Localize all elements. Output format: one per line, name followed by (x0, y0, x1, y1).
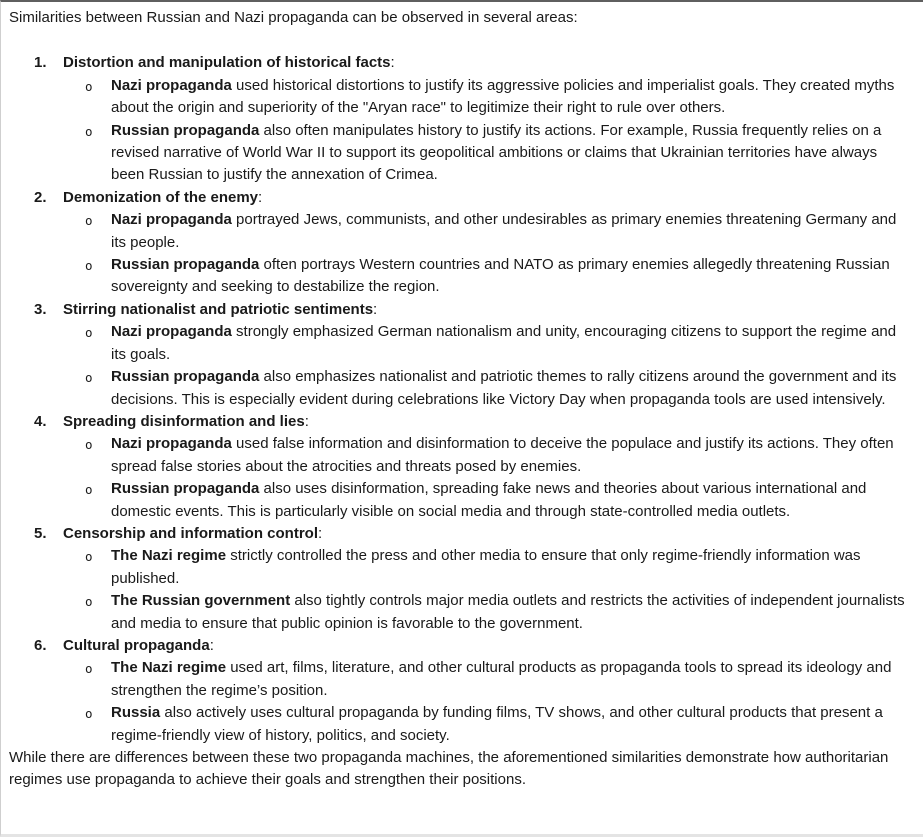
circle-bullet-icon: o (85, 594, 93, 610)
item-heading (9, 299, 907, 321)
item-heading-label: Stirring nationalist and patriotic sentiments: (63, 300, 378, 318)
bullet-bold-lead: The Nazi regime (111, 547, 227, 565)
circle-bullet-icon: o (85, 661, 93, 677)
bullet-bold-lead: Nazi propaganda (111, 76, 232, 94)
item-heading-label: Distortion and manipulation of historical facts: (63, 54, 395, 72)
item-heading (9, 52, 907, 74)
bullet-text: strongly emphasized German nationalism and unity, encouraging citizens to support the regime and its goals. (111, 323, 897, 363)
blank-line (9, 29, 907, 52)
bullet-text: also tightly controls major media outlets and restricts the activities of independent journalists and media to ensure that public opinion is favorable to the government. (111, 592, 905, 632)
sub-bullet (9, 702, 907, 747)
sub-bullet (9, 75, 907, 120)
sub-bullet (9, 433, 907, 478)
list-item (9, 523, 907, 635)
item-heading (9, 523, 907, 545)
circle-bullet-icon: o (85, 213, 93, 229)
item-number: 6. (34, 636, 47, 654)
item-number: 1. (34, 54, 47, 72)
intro-paragraph: Similarities between Russian and Nazi propaganda can be observed in several areas: (9, 9, 578, 26)
bullet-bold-lead: Russia (111, 704, 161, 722)
list-item (9, 52, 907, 186)
list-item (9, 187, 907, 299)
item-heading (9, 187, 907, 209)
circle-bullet-icon: o (85, 549, 93, 565)
item-number: 2. (34, 188, 47, 206)
circle-bullet-icon: o (85, 482, 93, 498)
list-item (9, 299, 907, 411)
circle-bullet-icon: o (85, 370, 93, 386)
item-heading-label: Cultural propaganda: (63, 636, 214, 654)
circle-bullet-icon: o (85, 78, 93, 94)
bullet-text: also actively uses cultural propaganda by funding films, TV shows, and other cultural products that present a regime-friendly view of history, politics, and society. (111, 704, 883, 744)
sub-bullet (9, 209, 907, 254)
bullet-text: also often manipulates history to justify its actions. For example, Russia frequently relies on a revised narrative of World War II to support its geopolitical ambitions or claims that Ukrainian territories have always been Russian to justify the annexation of Crimea. (111, 121, 882, 184)
sub-bullet (9, 254, 907, 299)
bullet-bold-lead: Russian propaganda (111, 368, 260, 386)
sub-bullet (9, 478, 907, 523)
sub-bullet (9, 657, 907, 702)
sub-bullet (9, 120, 907, 187)
item-heading (9, 411, 907, 433)
circle-bullet-icon: o (85, 437, 93, 453)
item-heading-label: Censorship and information control: (63, 524, 323, 542)
item-heading-label: Spreading disinformation and lies: (63, 412, 309, 430)
bullet-bold-lead: Nazi propaganda (111, 435, 232, 453)
bullet-bold-lead: Russian propaganda (111, 256, 260, 274)
bullet-bold-lead: The Nazi regime (111, 659, 227, 677)
bullet-bold-lead: Nazi propaganda (111, 211, 232, 229)
item-heading-label: Demonization of the enemy: (63, 188, 263, 206)
bullet-text: also uses disinformation, spreading fake news and theories about various international and domestic events. This is particularly visible on social media and through state-controlled media outlets. (111, 480, 867, 520)
sub-bullet (9, 545, 907, 590)
bullet-text: often portrays Western countries and NATO as primary enemies allegedly threatening Russian sovereignty and seeking to destabilize the region. (111, 256, 890, 296)
numbered-list (9, 52, 907, 747)
bullet-text: strictly controlled the press and other media to ensure that only regime-friendly information was published. (111, 547, 861, 587)
bullet-bold-lead: Russian propaganda (111, 480, 260, 498)
bullet-text: used art, films, literature, and other cultural products as propaganda tools to spread its ideology and strengthen the regime’s position. (111, 659, 892, 699)
item-number: 3. (34, 300, 47, 318)
bullet-bold-lead: Russian propaganda (111, 121, 260, 139)
circle-bullet-icon: o (85, 706, 93, 722)
bullet-text: portrayed Jews, communists, and other undesirables as primary enemies threatening Germany and its people. (111, 211, 897, 251)
circle-bullet-icon: o (85, 325, 93, 341)
item-number: 5. (34, 524, 47, 542)
list-item (9, 411, 907, 523)
bullet-text: used historical distortions to justify its aggressive policies and imperialist goals. They created myths about the origin and superiority of the "Aryan race" to legitimize their right to rule over others. (111, 76, 895, 117)
sub-bullet (9, 321, 907, 366)
item-heading (9, 635, 907, 657)
sub-bullet (9, 590, 907, 635)
sub-bullet (9, 366, 907, 411)
bullet-bold-lead: Nazi propaganda (111, 323, 232, 341)
bullet-text: also emphasizes nationalist and patriotic themes to rally citizens around the government and its decisions. This is especially evident during celebrations like Victory Day when propaganda tools are used intensively. (111, 368, 897, 408)
bullet-text: used false information and disinformation to deceive the populace and justify its actions. They often spread false stories about the atrocities and threats posed by enemies. (111, 435, 894, 475)
circle-bullet-icon: o (85, 123, 93, 139)
list-item (9, 635, 907, 747)
closing-paragraph: While there are differences between these two propaganda machines, the aforementioned similarities demonstrate how authoritarian regimes use propaganda to achieve their goals and strengthen their positions. (9, 749, 889, 789)
item-number: 4. (34, 412, 47, 430)
bullet-bold-lead: The Russian government (111, 592, 291, 610)
circle-bullet-icon: o (85, 258, 93, 274)
